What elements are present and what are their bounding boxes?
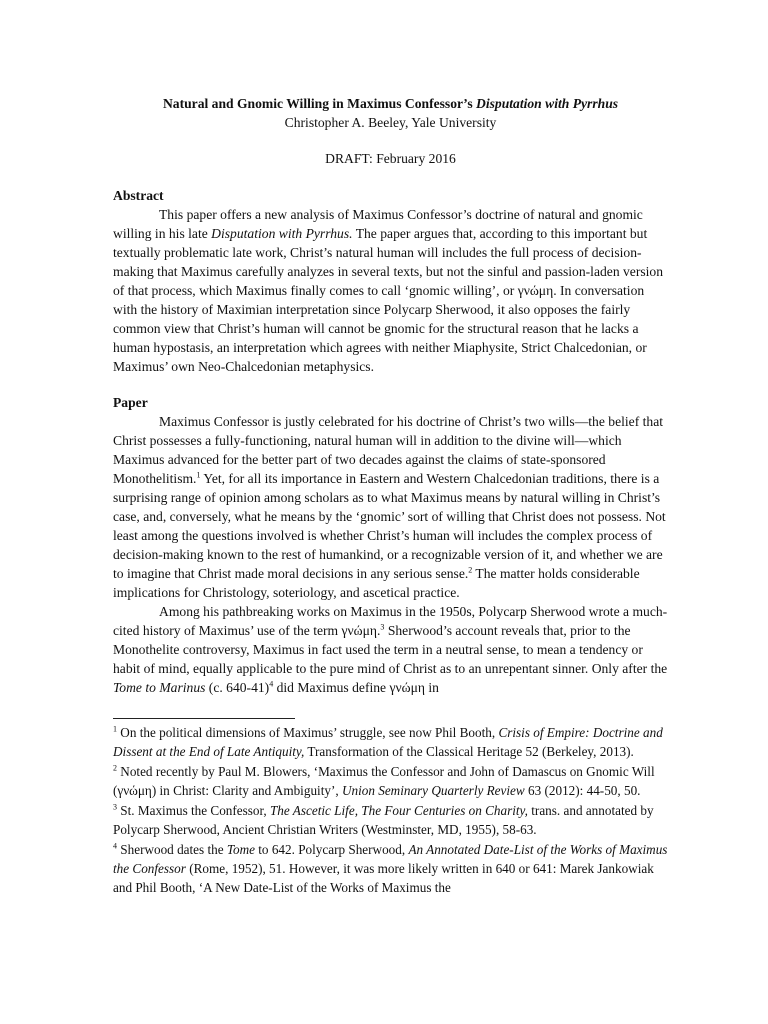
footnote-text: Transformation of the Classical Heritage 52 (Berkeley, 2013). (304, 744, 634, 759)
footnote-text: Sherwood dates the (117, 842, 227, 857)
paper-heading: Paper (113, 395, 148, 410)
footnote-text: Noted recently by Paul M. Blowers, ‘Maximus the Confessor and John of Damascus on Gnomic Will (γνώμη) in Christ: Clarity and Ambiguity’, (113, 764, 655, 798)
footnote-text: (Rome, 1952), 51. However, it was more likely written in 640 or 641: Marek Jankowiak and Phil Booth, ‘A New Date-List of the Works of Maximus the (113, 861, 654, 895)
footnote-italic: Crisis of Empire: Doctrine and Dissent at the End of Late Antiquity, (113, 725, 663, 759)
p1-text-b: Yet, for all its importance in Eastern and Western Chalcedonian traditions, there is a surprising range of opinion among scholars as to what Maximus means by natural willing in Christ’s case, and, conversely, what he means by the ‘gnomic’ sort of willing that Christ does not possess. Not least among the questions involved is whether Christ’s human will includes the complex process of decision-making known to the rest of humankind, or a recognizable version of it, and whether we are to imagine that Christ made moral decisions in any serious sense. (113, 471, 666, 581)
author-line: Christopher A. Beeley, Yale University (284, 115, 497, 130)
p2-italic-title: Tome to Marinus (113, 680, 206, 695)
footnote-ref-2[interactable]: 2 (468, 565, 473, 575)
footnote-text: On the political dimensions of Maximus’ struggle, see now Phil Booth, (117, 725, 499, 740)
footnote-italic: Union Seminary Quarterly Review (341, 783, 525, 798)
footnote-3 (113, 801, 668, 839)
footnote-ref-1[interactable]: 1 (196, 470, 201, 480)
draft-date: DRAFT: February 2016 (325, 151, 456, 166)
footnote-2 (113, 762, 668, 800)
p2-text-b: Sherwood’s account reveals that, prior to the Monothelite controversy, Maximus in fact used the term in a neutral sense, to mean a tendency or habit of mind, equally applicable to the pure mind of Christ as to an unrepentant sinner. Only after the (113, 623, 668, 676)
footnote-divider (113, 718, 295, 719)
paper-title-main: Natural and Gnomic Willing in Maximus Confessor’s (162, 96, 477, 111)
p2-text-d: did Maximus define γνώμη in (273, 680, 439, 695)
footnote-ref-4[interactable]: 4 (269, 679, 274, 689)
footnote-1 (113, 723, 668, 761)
footnote-number: 1 (113, 724, 117, 734)
footnote-number: 2 (113, 763, 117, 773)
abstract-italic-title: Disputation with Pyrrhus. (211, 226, 353, 241)
footnote-ref-3[interactable]: 3 (380, 622, 385, 632)
paper-title (113, 94, 668, 113)
footnote-text: St. Maximus the Confessor, (117, 803, 270, 818)
footnote-text: trans. and annotated by Polycarp Sherwood, Ancient Christian Writers (Westminster, MD, 1955), 58-63. (113, 803, 654, 837)
paper-title-italic: Disputation with Pyrrhus (476, 96, 619, 111)
footnote-text: to 642. Polycarp Sherwood, (254, 842, 409, 857)
p1-text-c: The matter holds considerable implications for Christology, soteriology, and ascetical practice. (113, 566, 640, 600)
footnote-italic: Tome (226, 842, 255, 857)
p1-text-a: Maximus Confessor is justly celebrated for his doctrine of Christ’s two wills—the belief that Christ possesses a fully-functioning, natural human will in addition to the divine will—which Maximus advanced for the better part of two decades against the claims of state-sponsored Monothelitism. (113, 414, 664, 486)
footnote-italic: An Annotated Date-List of the Works of Maximus the Confessor (113, 842, 668, 876)
p2-text-a: Among his pathbreaking works on Maximus in the 1950s, Polycarp Sherwood wrote a much-cited history of Maximus’ use of the term γνώμη. (113, 604, 668, 638)
abstract-text-2: The paper argues that, according to this important but textually problematic late work, Christ’s natural human will includes the full process of decision-making that Maximus carefully analyzes in several texts, but not the sinful and passion-laden version of that process, which Maximus finally comes to call ‘gnomic willing’, or γνώμη. In conversation with the history of Maximian interpretation since Polycarp Sherwood, it also opposes the fairly common view that Christ’s human will cannot be gnomic for the structural reason that he lacks a human hypostasis, an interpretation which agrees with neither Miaphysite, Strict Chalcedonian, or Maximus’ own Neo-Chalcedonian metaphysics. (113, 226, 664, 374)
footnote-italic: The Ascetic Life, The Four Centuries on Charity, (269, 803, 528, 818)
abstract-paragraph (113, 205, 668, 376)
footnote-number: 3 (113, 802, 117, 812)
paper-paragraph-2 (113, 602, 668, 697)
paper-paragraph-1 (113, 412, 668, 602)
footnote-number: 4 (113, 841, 117, 851)
abstract-text-1: This paper offers a new analysis of Maximus Confessor’s doctrine of natural and gnomic willing in his late (113, 207, 643, 241)
footnote-4 (113, 840, 668, 897)
footnote-text: 63 (2012): 44-50, 50. (524, 783, 641, 798)
p2-text-c: (c. 640-41) (205, 680, 270, 695)
abstract-heading: Abstract (113, 188, 164, 203)
